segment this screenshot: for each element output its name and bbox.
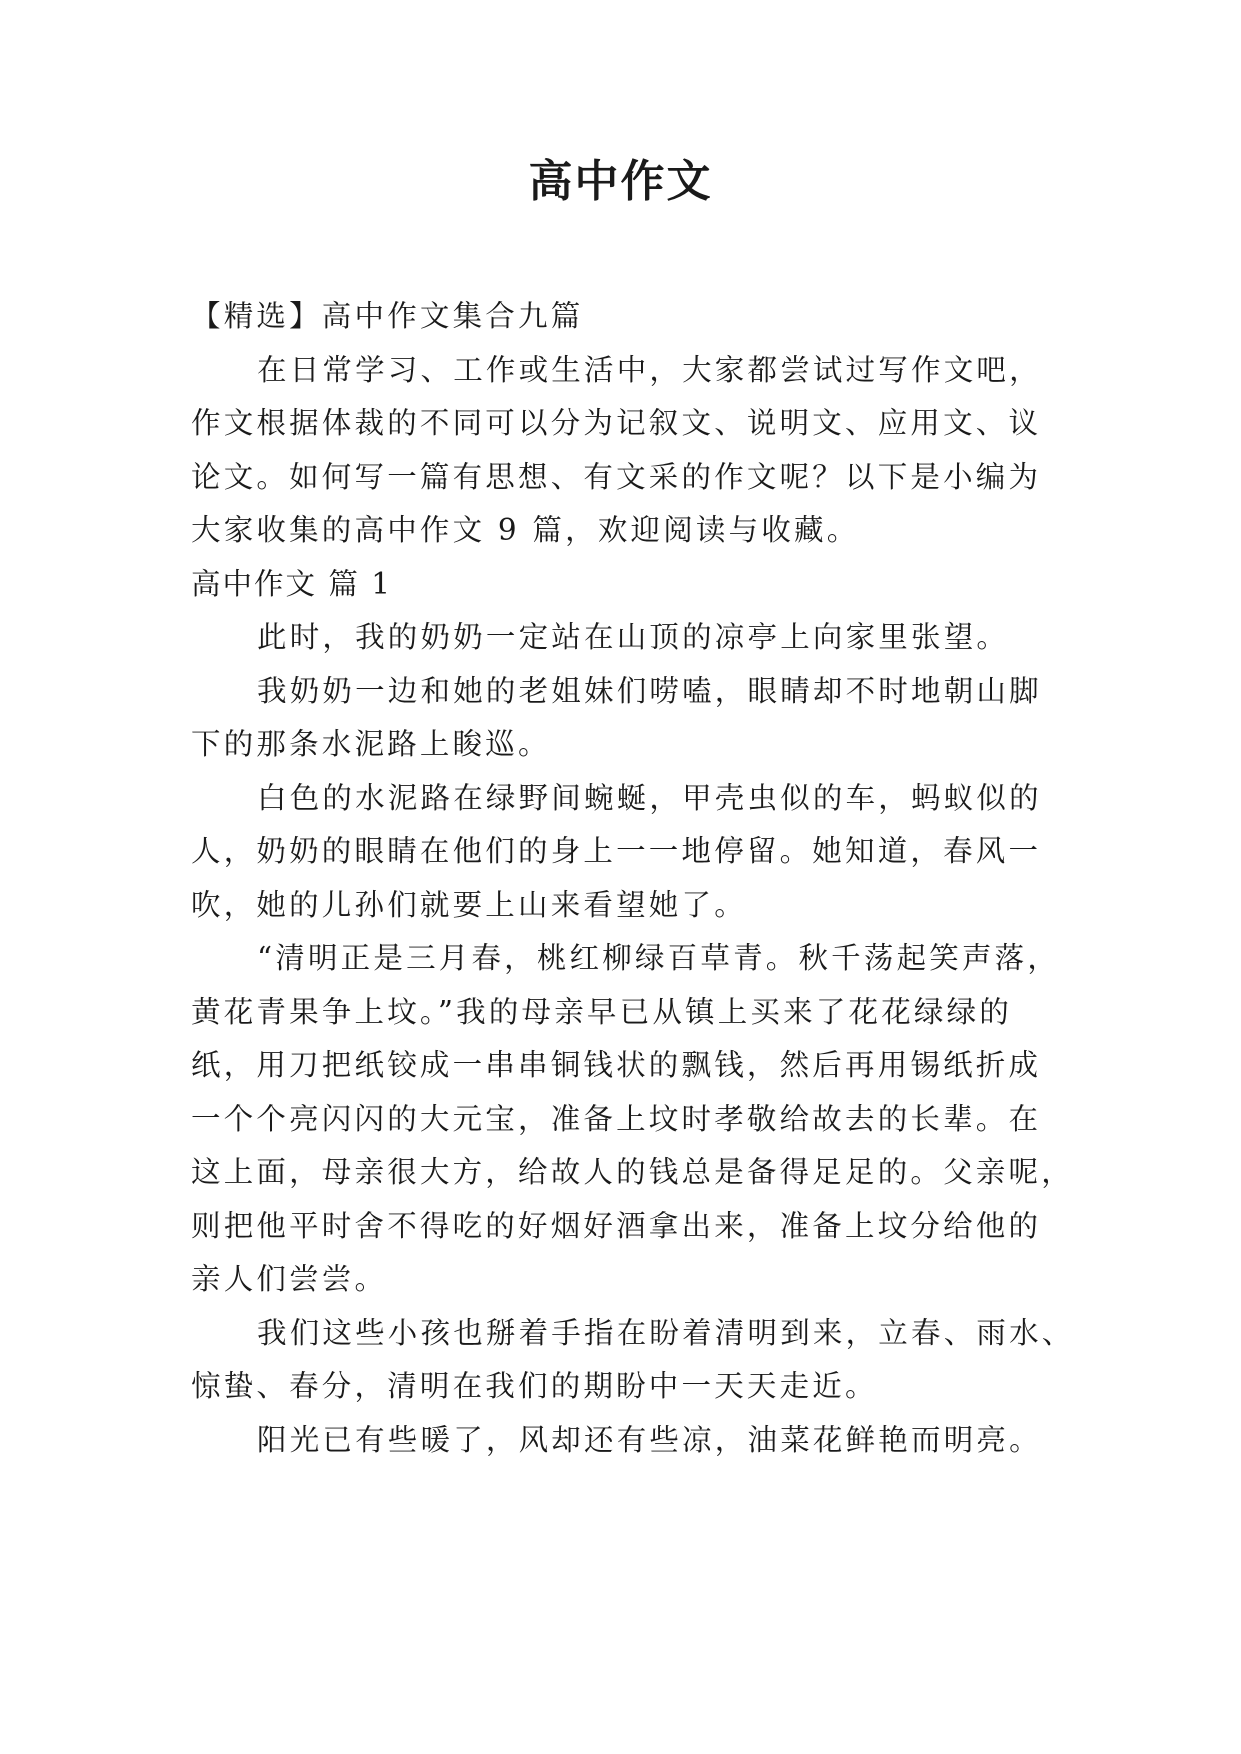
paragraph-line: 论文。如何写一篇有思想、有文采的作文呢？以下是小编为 (191, 459, 1042, 494)
paragraph-line: 我们这些小孩也掰着手指在盼着清明到来，立春、雨水、 (257, 1315, 1075, 1350)
paragraph-line: 作文根据体裁的不同可以分为记叙文、说明文、应用文、议 (191, 406, 1042, 440)
paragraph-line: 白色的水泥路在绿野间蜿蜒，甲壳虫似的车，蚂蚁似的 (257, 780, 1042, 815)
paragraph-line: 下的那条水泥路上睃巡。 (191, 727, 551, 761)
section-heading: 高中作文 篇 1 (191, 566, 393, 601)
paragraph-line: 一个个亮闪闪的大元宝，准备上坟时孝敬给故去的长辈。在 (191, 1101, 1042, 1136)
paragraph-line: 黄花青果争上坟。”我的母亲早已从镇上买来了花花绿绿的 (191, 994, 1013, 1029)
paragraph-line: 大家收集的高中作文 9 篇，欢迎阅读与收藏。 (191, 513, 860, 547)
paragraph-line: 亲人们尝尝。 (191, 1262, 388, 1296)
paragraph-line: 则把他平时舍不得吃的好烟好酒拿出来，准备上坟分给他的 (191, 1208, 1042, 1243)
paragraph-line: “清明正是三月春，桃红柳绿百草青。秋千荡起笑声落， (257, 941, 1061, 975)
paragraph-line: 我奶奶一边和她的老姐妹们唠嗑，眼睛却不时地朝山脚 (257, 673, 1042, 708)
paragraph-line: 纸，用刀把纸铰成一串串铜钱状的飘钱，然后再用锡纸折成 (191, 1048, 1042, 1082)
paragraph-line: 在日常学习、工作或生活中，大家都尝试过写作文吧， (257, 352, 1042, 387)
paragraph-line: 惊蛰、春分，清明在我们的期盼中一天天走近。 (191, 1369, 878, 1403)
document-body (191, 290, 1075, 1467)
paragraph-line: 此时，我的奶奶一定站在山顶的凉亭上向家里张望。 (257, 620, 1010, 654)
paragraph-line: 这上面，母亲很大方，给故人的钱总是备得足足的。父亲呢， (191, 1155, 1074, 1189)
paragraph-line: 吹，她的儿孙们就要上山来看望她了。 (191, 887, 747, 922)
paragraph-line: 人，奶奶的眼睛在他们的身上一一地停留。她知道，春风一 (191, 834, 1042, 868)
subtitle-line: 【精选】高中作文集合九篇 (191, 299, 584, 333)
document-title: 高中作文 (528, 156, 713, 207)
paragraph-line: 阳光已有些暖了，风却还有些凉，油菜花鲜艳而明亮。 (257, 1422, 1042, 1457)
